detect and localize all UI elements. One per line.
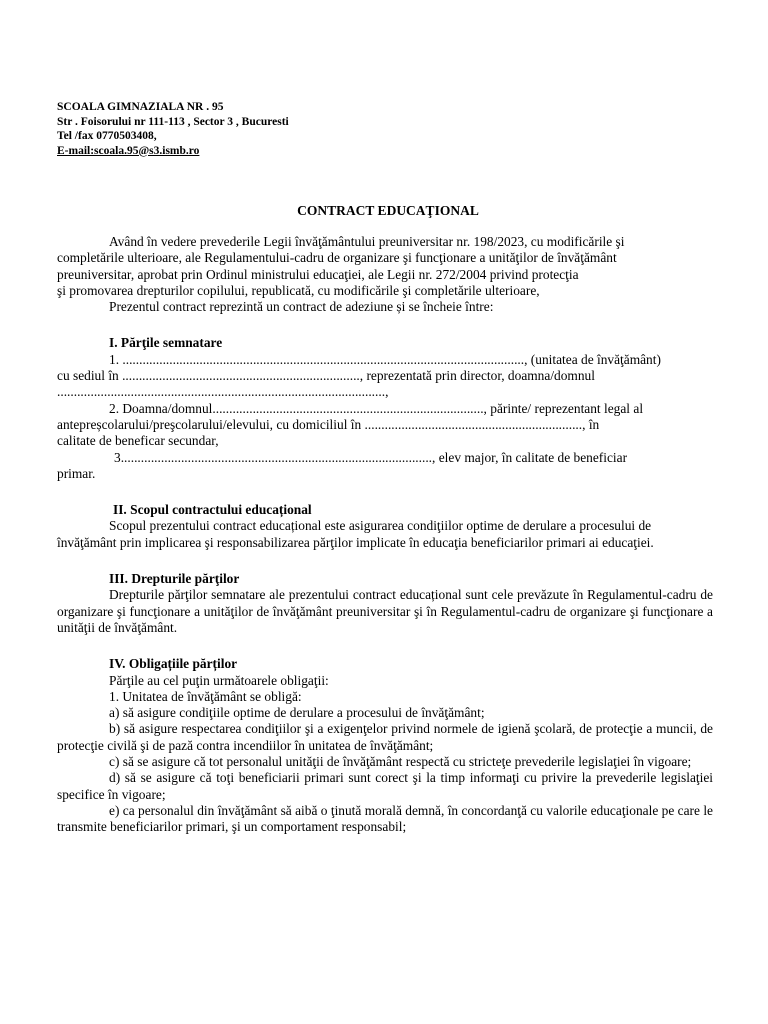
obligation-e: e) ca personalul din învăţământ să aibă o ţinută morală demnă, în concordanţă cu valorile educaţionale pe care le transmite beneficiarilor primari, şi un comportament responsabil;	[57, 802, 713, 835]
party-1-line-a: 1. ........................................................................................................................, (unitatea de învăţământ)	[109, 351, 661, 367]
party-2-line-a: 2. Doamna/domnul................................................................................., părinte/ reprezentant legal al	[109, 400, 644, 416]
document-title: CONTRACT EDUCAŢIONAL	[297, 203, 479, 218]
intro-line-4: şi promovarea drepturilor copilului, republicată, cu modificările şi completările ulterioare,	[57, 282, 540, 298]
section-2-text: Scopul prezentului contract educațional este asigurarea condiţiilor optime de derulare a procesului de învăţământ prin implicarea şi responsabilizarea părţilor implicate în educaţia beneficiarilor primari ai educaţiei.	[57, 518, 654, 550]
document-body	[57, 234, 713, 836]
intro-line-3: preuniversitar, aprobat prin Ordinul ministrului educaţiei, ale Legii nr. 272/2004 privind protecţia	[57, 266, 579, 282]
school-name: SCOALA GIMNAZIALA NR . 95	[57, 101, 224, 113]
party-1-line-b: cu sediul în ......................................................................., reprezentată prin director, doamna/domnul	[57, 368, 595, 384]
school-phone: Tel /fax 0770503408,	[57, 130, 157, 142]
section-3-heading: III. Drepturile părţilor	[109, 571, 240, 587]
section-3-text: Drepturile părţilor semnatare ale prezentului contract educațional sunt cele prevăzute în Regulamentul-cadru de organizare şi funcţionare a unităţilor de învăţământ preuniversitar şi în Regulamentul-cadru de organizare şi funcţionare a unităţii de învăţământ.	[57, 587, 713, 635]
school-address: Str . Foisorului nr 111-113 , Sector 3 , Bucuresti	[57, 115, 289, 128]
obligation-d: d) să se asigure că toţi beneficiarii primari sunt corect şi la timp informaţi cu privire la prevederile legislaţiei specifice în vigoare;	[57, 770, 713, 802]
intro-line-1: Având în vedere prevederile Legii învăţământului preuniversitar nr. 198/2023, cu modificările şi	[109, 234, 625, 249]
party-3-line-b: primar.	[57, 465, 96, 481]
intro-adhesion: Prezentul contract reprezintă un contract de adeziune și se încheie între:	[109, 299, 494, 315]
section-4-heading: IV. Obligațiile părților	[109, 656, 238, 672]
section-2-heading: II. Scopul contractului educațional	[113, 502, 312, 518]
obligation-b: b) să asigure respectarea condiţiilor şi a exigenţelor privind normele de igienă şcolară, de protecţie a muncii, de protecţie civilă şi de pază contra incendiilor în unitatea de învăţământ;	[57, 721, 713, 753]
party-2-line-c: calitate de beneficar secundar,	[57, 433, 219, 449]
obligation-a: a) să asigure condiţiile optime de derulare a procesului de învăţământ;	[109, 705, 485, 721]
section-1-heading: I. Părţile semnatare	[109, 335, 223, 351]
intro-line-2: completările ulterioare, ale Regulamentului-cadru de organizare şi funcţionare a unităţilor de învăţământ	[57, 250, 617, 266]
party-3-line-a: 3............................................................................................., elev major, în calitate de beneficiar	[114, 449, 628, 465]
party-2-line-b: antepreșcolarului/preşcolarului/elevului, cu domiciliul în ................................................................., în	[57, 416, 600, 432]
party-1-line-c: ..................................................................................................,	[57, 384, 389, 400]
school-header	[57, 100, 289, 158]
obligation-school-heading: 1. Unitatea de învăţământ se obligă:	[109, 688, 302, 704]
obligation-c: c) să se asigure că tot personalul unităţii de învăţământ respectă cu stricteţe prevederile legislaţiei în vigoare;	[109, 754, 692, 770]
school-email: E-mail:scoala.95@s3.ismb.ro	[57, 144, 200, 157]
section-4-intro: Părţile au cel puţin următoarele obligaţii:	[109, 672, 329, 688]
